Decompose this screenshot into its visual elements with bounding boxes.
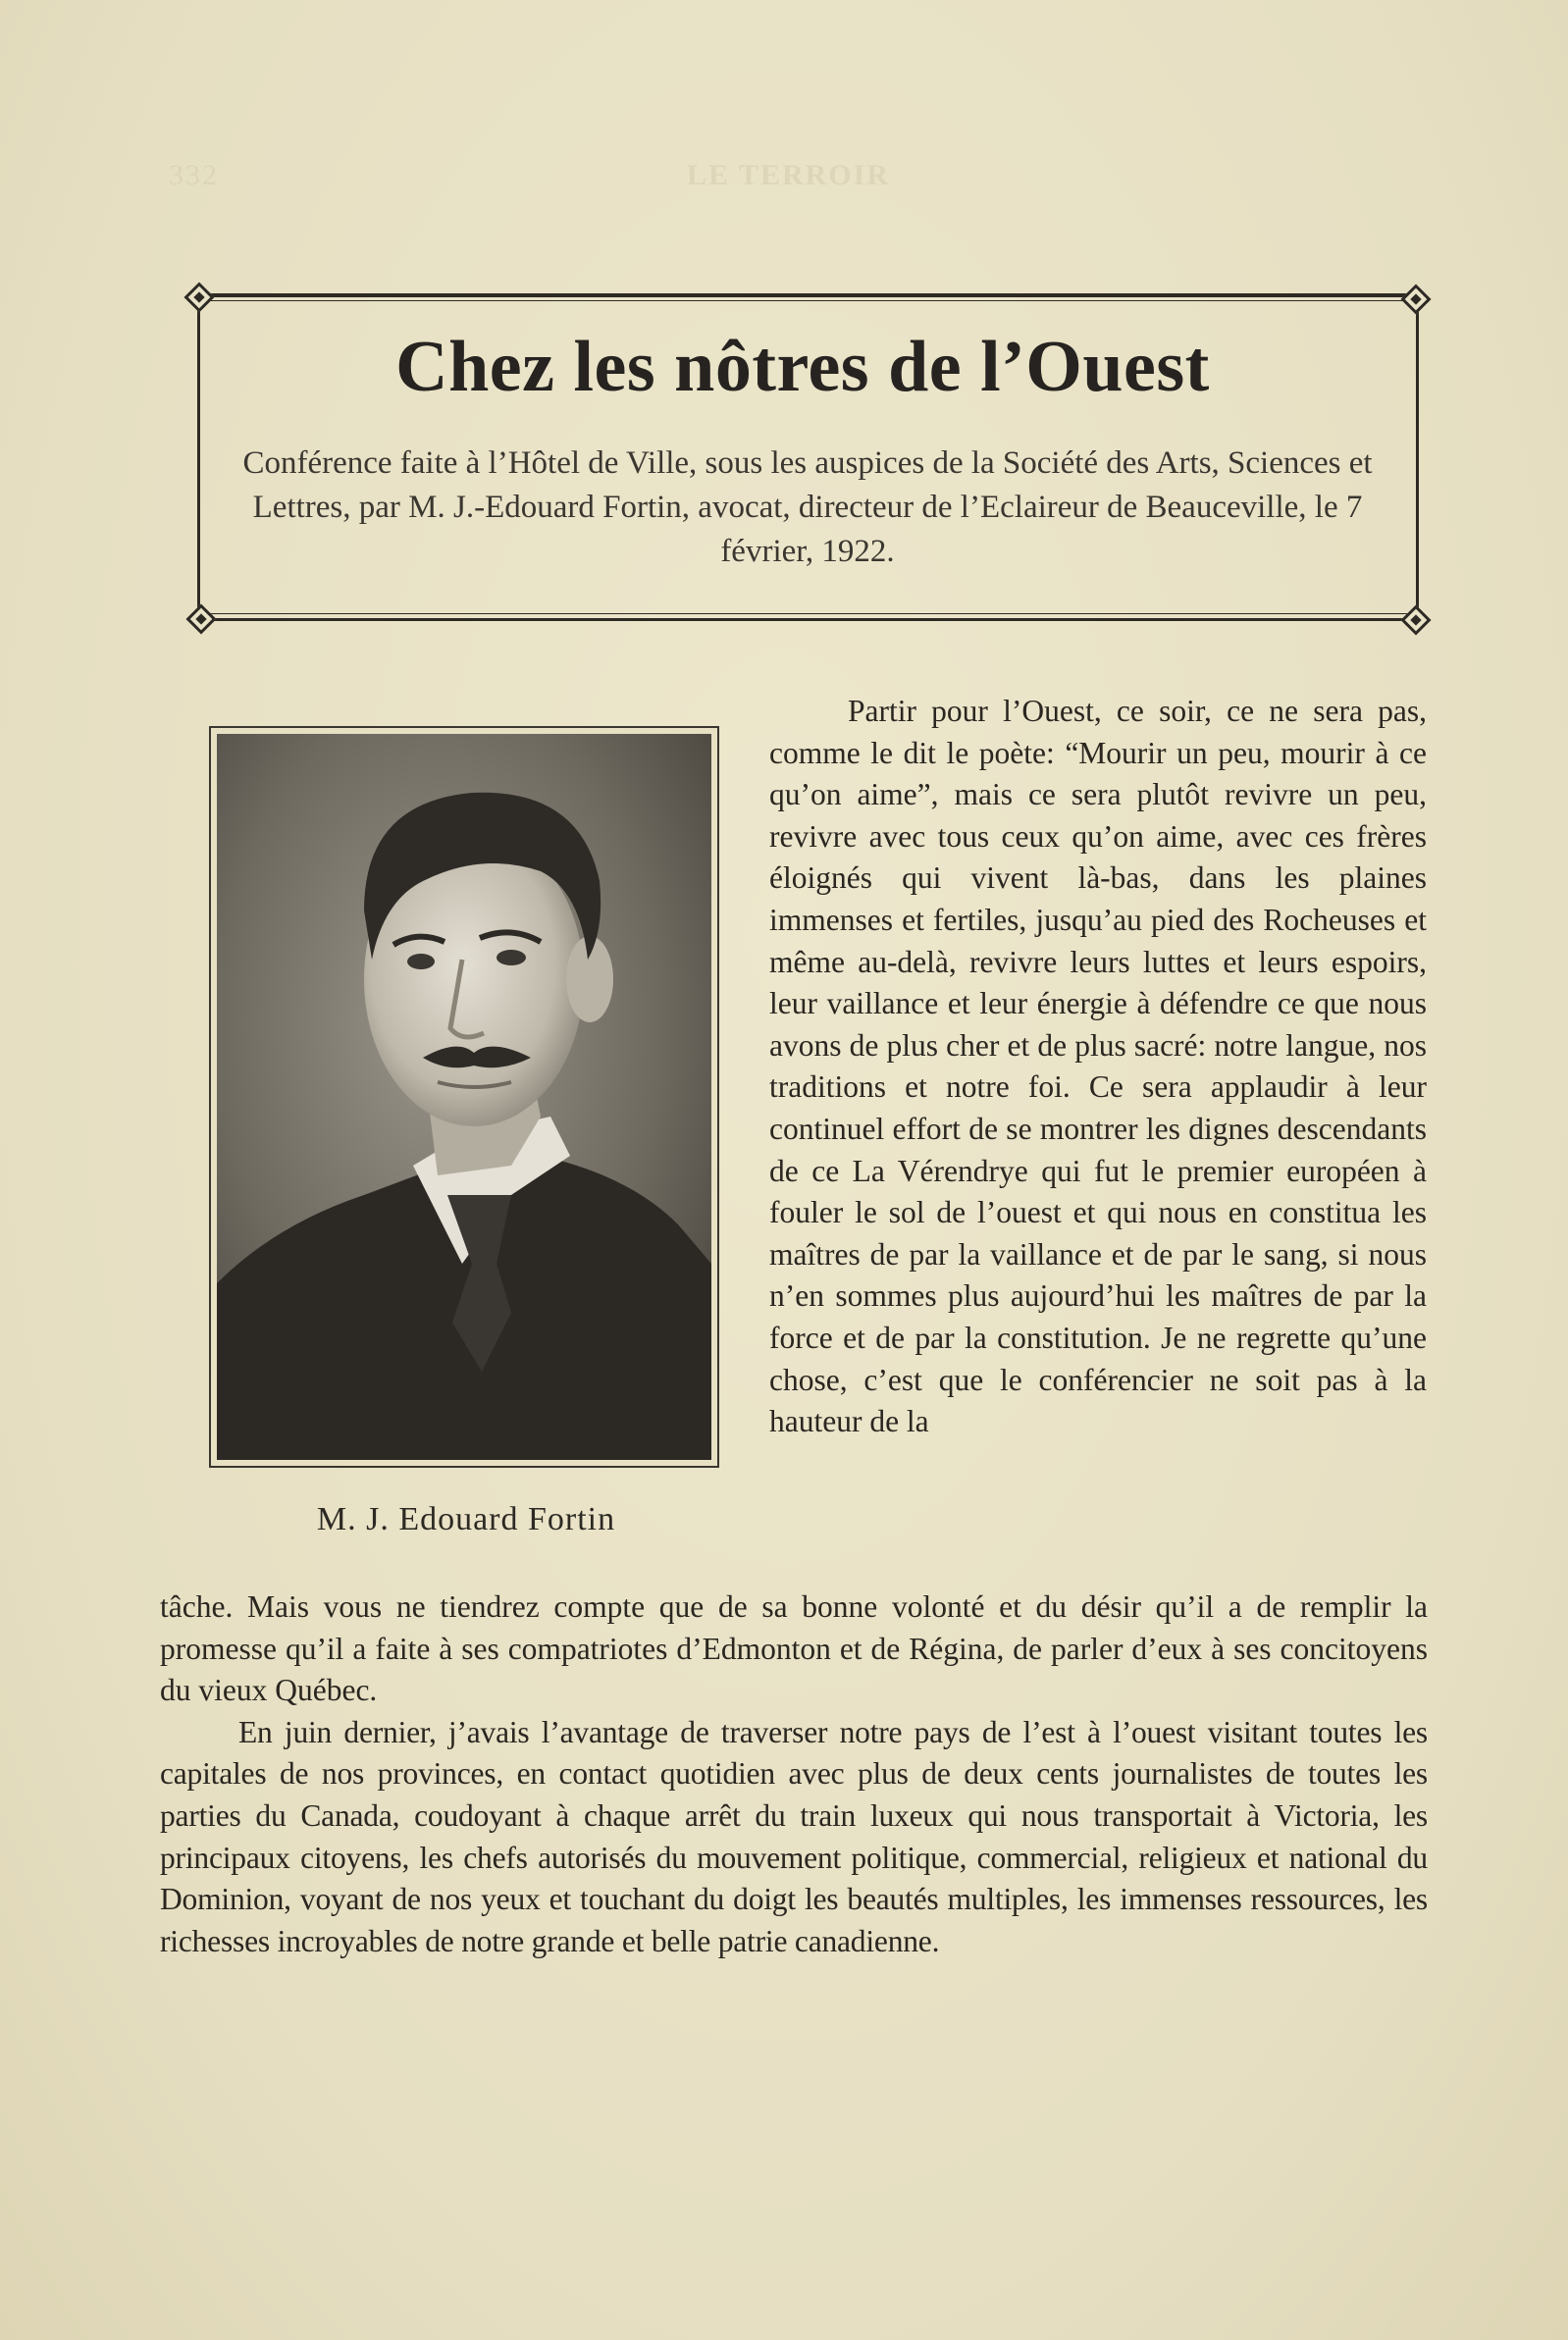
diamond-ornament-icon [183, 282, 214, 312]
text-column [769, 691, 1427, 1443]
diamond-ornament-icon [1400, 284, 1431, 314]
frame-rule-top-thin [204, 300, 1411, 301]
full-width-text [160, 1586, 1428, 1962]
portrait-frame [209, 726, 719, 1468]
frame-rule-top [204, 293, 1411, 297]
title-frame [184, 286, 1421, 624]
portrait-photo [217, 734, 711, 1460]
paragraph-2: En juin dernier, j’avais l’avantage de traverser notre pays de l’est à l’ouest visitant toutes les capitales de nos provinces, en contact quotidien avec plus de deux cents journalistes de toutes les parties du Canada, coudoyant à chaque arrêt du train luxeux qui nous transportait à Victoria, les principaux citoyens, les chefs autorisés du mouvement politique, commercial, religieux et national du Dominion, voyant de nos yeux et touchant du doigt les beautés multiples, les immenses ressources, les richesses incroyables de notre grande et belle patrie canadienne. [160, 1714, 1428, 1958]
portrait-caption: M. J. Edouard Fortin [316, 1501, 616, 1537]
frame-rule-bottom-thin [204, 613, 1411, 614]
article-title: Chez les nôtres de l’Ouest [395, 327, 1210, 407]
portrait-illustration [217, 734, 711, 1460]
paragraph-1-continued: tâche. Mais vous ne tiendrez compte que de sa bonne volonté et du désir qu’il a de remplir la promesse qu’il a faite à ses compatriotes d’Edmonton et de Régina, de parler d’eux à ses concitoyens du vieux Québec. [160, 1589, 1428, 1708]
article-subtitle: Conférence faite à l’Hôtel de Ville, sous les auspices de la Société des Arts, Sciences et Lettres, par M. J.-Edouard Fortin, avocat, directeur de l’Eclaireur de Beauceville, le 7 février, 1922. [242, 445, 1373, 569]
paragraph-1-column: Partir pour l’Ouest, ce soir, ce ne sera pas, comme le dit le poète: “Mourir un peu, mourir à ce qu’on aime”, mais ce sera plutôt revivre un peu, revivre avec tous ceux qu’on aime, avec ces frères éloignés qui vivent là-bas, dans les plaines immenses et fertiles, jusqu’au pied des Rocheuses et même au-delà, revivre leurs luttes et leurs espoirs, leur vaillance et leur énergie à défendre ce que nous avons de plus cher et de plus sacré: notre langue, nos traditions et notre foi. Ce sera applaudir à leur continuel effort de se montrer les dignes descendants de ce La Vérendrye qui fut le premier européen à fouler le sol de l’ouest et qui nous en constitua les maîtres de par la vaillance et de par le sang, si nous n’en sommes plus aujourd’hui les maîtres de par la force et de par la constitution. Je ne regrette qu’une chose, c’est que le conférencier ne soit pas à la hauteur de la [769, 694, 1427, 1439]
frame-rule-bottom [204, 618, 1411, 621]
diamond-ornament-icon [185, 603, 216, 634]
ghost-running-title: LE TERROIR [687, 159, 891, 191]
diamond-ornament-icon [1400, 604, 1431, 635]
ghost-page-number: 332 [169, 159, 219, 191]
